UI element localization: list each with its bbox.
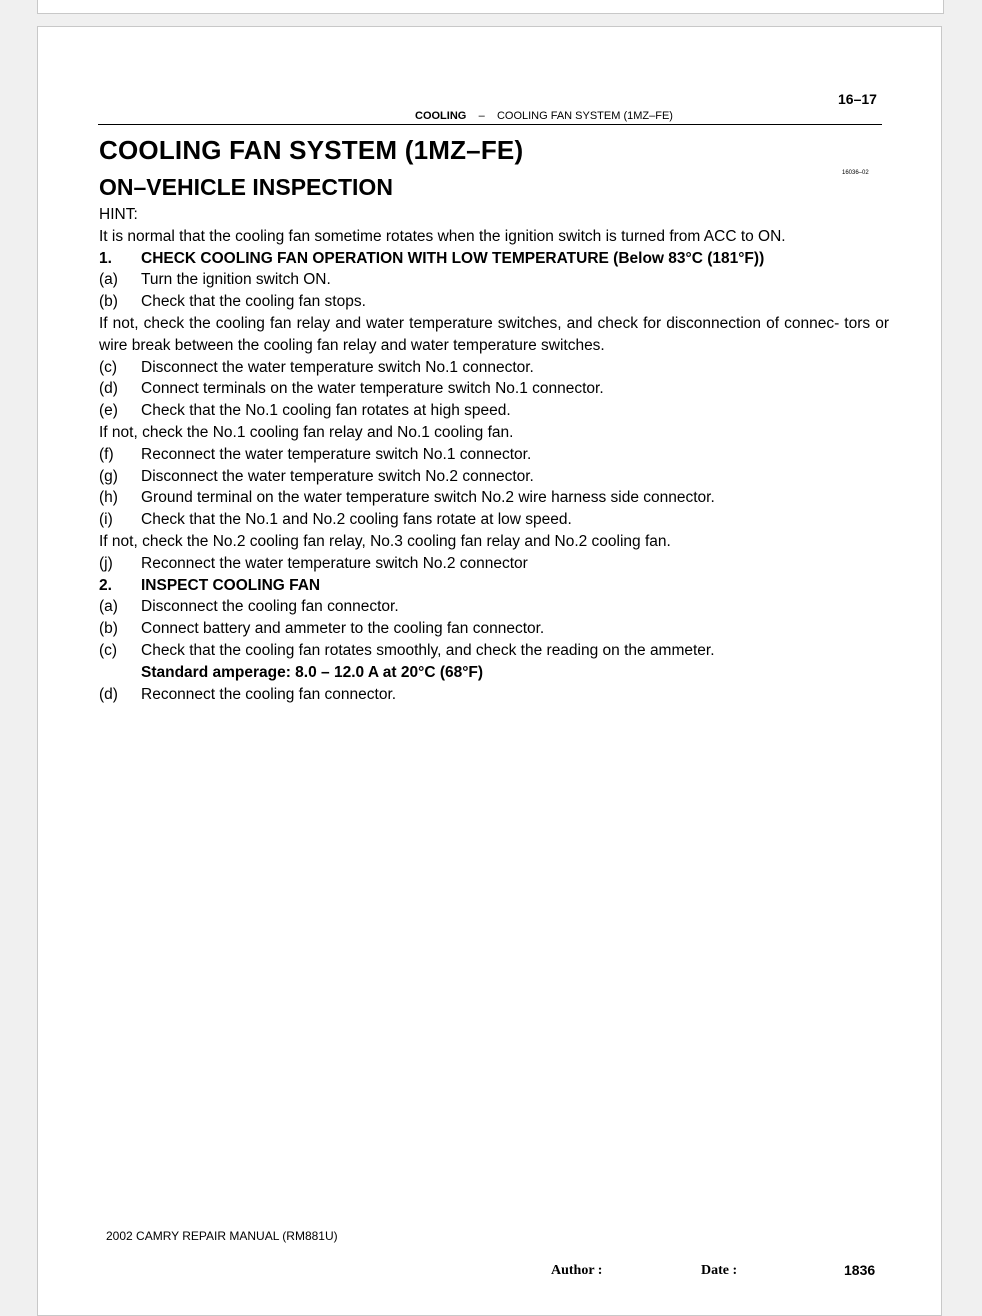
page-title: COOLING FAN SYSTEM (1MZ–FE)	[99, 135, 524, 165]
step-1g	[99, 466, 889, 488]
step-2a	[99, 596, 889, 618]
step-1b	[99, 291, 889, 313]
step-number: (h)	[99, 489, 118, 507]
previous-page-edge	[37, 0, 944, 14]
author-label: Author :	[551, 1263, 603, 1278]
step-text: Turn the ignition switch ON.	[141, 271, 331, 289]
note-no2-fan: If not, check the No.2 cooling fan relay, No.3 cooling fan relay and No.2 cooling fan.	[99, 532, 671, 550]
step-text: Ground terminal on the water temperature switch No.2 wire harness side connector.	[141, 489, 715, 507]
step-number: (c)	[99, 358, 118, 376]
step-1a	[99, 269, 889, 291]
hint-label: HINT:	[99, 206, 138, 223]
document-page	[37, 26, 942, 1316]
step-1d	[99, 378, 889, 400]
step-text: Disconnect the water temperature switch No.2 connector.	[141, 467, 534, 485]
step-text: Reconnect the water temperature switch No.1 connector.	[141, 445, 532, 463]
step-number: (b)	[99, 293, 118, 311]
header-section: COOLING	[415, 110, 467, 122]
page-number: 16–17	[838, 91, 877, 107]
page-subtitle: ON–VEHICLE INSPECTION	[99, 174, 393, 200]
step-2b	[99, 618, 889, 640]
step-text: Connect terminals on the water temperature switch No.1 connector.	[141, 380, 604, 398]
step-number: (a)	[99, 271, 118, 289]
step-text: Reconnect the cooling fan connector.	[141, 685, 397, 703]
step-1h	[99, 487, 889, 509]
step-1j	[99, 553, 889, 575]
header-separator: –	[478, 110, 485, 122]
step-text: Check that the cooling fan rotates smoothly, and check the reading on the ammeter.	[141, 641, 715, 659]
running-header	[415, 110, 673, 122]
step-1i	[99, 509, 889, 531]
step-number: (d)	[99, 685, 118, 703]
step-number: (a)	[99, 598, 118, 616]
step-number: (i)	[99, 511, 113, 529]
step-number: (f)	[99, 445, 114, 463]
header-rule	[98, 124, 882, 125]
body-text	[99, 204, 889, 705]
step-number: (c)	[99, 641, 118, 659]
manual-name: 2002 CAMRY REPAIR MANUAL (RM881U)	[106, 1229, 338, 1243]
footer-page-number: 1836	[844, 1262, 876, 1278]
step-number: 2.	[99, 576, 112, 594]
header-subsection: COOLING FAN SYSTEM (1MZ–FE)	[496, 110, 673, 122]
step-text: Disconnect the water temperature switch No.1 connector.	[141, 358, 534, 376]
step-number: (d)	[99, 380, 118, 398]
step-2	[99, 575, 889, 597]
step-1	[99, 248, 889, 270]
step-2c	[99, 640, 889, 662]
step-text: CHECK COOLING FAN OPERATION WITH LOW TEMPERATURE (Below 83°C (181°F))	[141, 249, 765, 267]
step-text: Connect battery and ammeter to the cooling fan connector.	[141, 620, 545, 638]
step-text: Disconnect the cooling fan connector.	[141, 598, 399, 616]
step-1e	[99, 400, 889, 422]
step-number: (g)	[99, 467, 118, 485]
step-text: Reconnect the water temperature switch No.2 connector	[141, 554, 528, 572]
step-text: Check that the No.1 and No.2 cooling fans rotate at low speed.	[141, 511, 572, 529]
step-text: Check that the No.1 cooling fan rotates at high speed.	[141, 402, 511, 420]
date-label: Date :	[701, 1263, 738, 1278]
step-number: (e)	[99, 402, 118, 420]
step-number: 1.	[99, 249, 112, 267]
step-1f	[99, 444, 889, 466]
hint-text: It is normal that the cooling fan sometime rotates when the ignition switch is turned from ACC to ON.	[99, 227, 786, 245]
step-number: (j)	[99, 554, 113, 572]
step-text: Check that the cooling fan stops.	[141, 293, 366, 311]
note-relay-check: If not, check the cooling fan relay and water temperature switches, and check for disconnection of connec- tors or wire break between the cooling fan relay and water temperature switches.	[99, 314, 889, 354]
step-number: (b)	[99, 620, 118, 638]
step-text: INSPECT COOLING FAN	[141, 576, 321, 594]
standard-amperage-spec: Standard amperage: 8.0 – 12.0 A at 20°C (68°F)	[141, 663, 484, 681]
step-1c	[99, 357, 889, 379]
step-2d	[99, 684, 889, 706]
note-no1-fan: If not, check the No.1 cooling fan relay and No.1 cooling fan.	[99, 423, 514, 441]
figure-code: 16036–02	[842, 170, 869, 176]
